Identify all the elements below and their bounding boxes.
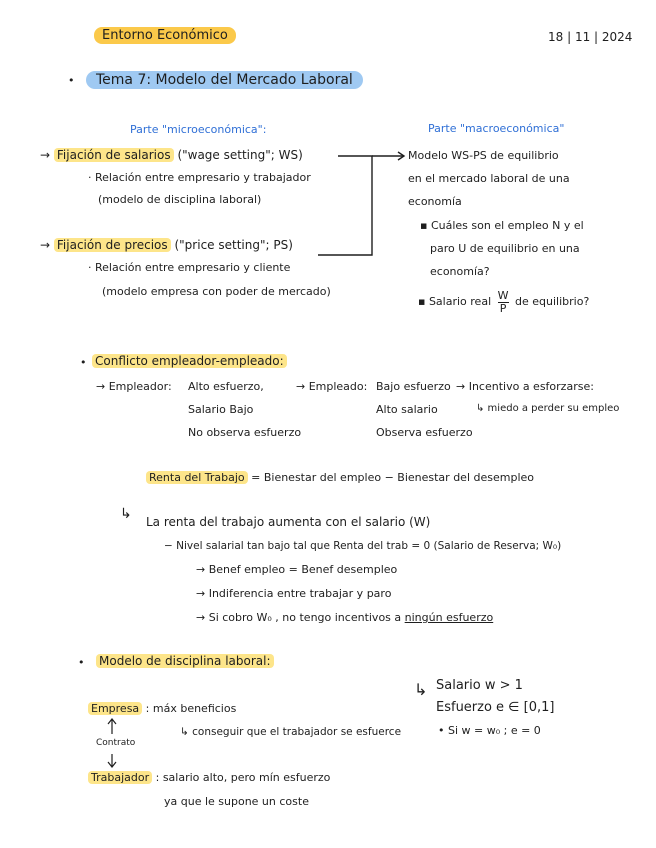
macro-q1-line-2: paro U de equilibrio en una [430, 242, 580, 255]
empresa-label: Empresa [88, 702, 142, 715]
rent-line-2: − Nivel salarial tan bajo tal que Renta del trab = 0 (Salario de Reserva; W₀) [164, 540, 562, 552]
wage-setting-label: Fijación de salarios [54, 148, 174, 162]
trabajador-sub: ya que le supone un coste [164, 795, 309, 808]
macro-line-3: economía [408, 195, 462, 208]
rent-line-1: La renta del trabajo aumenta con el salario (W) [146, 515, 431, 529]
empresa-line: Empresa : máx beneficios [88, 702, 236, 715]
employer-2: Salario Bajo [188, 403, 254, 416]
wage-sub-1: · Relación entre empresario y trabajador [88, 171, 311, 184]
esfuerzo-line: Esfuerzo e ∈ [0,1] [436, 700, 555, 715]
employer-1: Alto esfuerzo, [188, 380, 264, 393]
macro-line-2: en el mercado laboral de una [408, 172, 570, 185]
condition-line: • Si w = w₀ ; e = 0 [438, 724, 541, 737]
empresa-sub: ↳ conseguir que el trabajador se esfuerce [180, 726, 402, 738]
rent-definition: = Bienestar del empleo − Bienestar del desempleo [251, 471, 534, 484]
rent-arrow: ↳ [120, 506, 132, 522]
wage-arrow: → [40, 148, 51, 162]
macro-q2: ▪ Salario real $\frac{W}{P}$ de equilibrio? [418, 289, 590, 315]
incentive: → Incentivo a esforzarse: [456, 380, 594, 393]
macro-q1-line-3: economía? [430, 265, 490, 278]
rent-label: Renta del Trabajo [146, 471, 248, 484]
price-setting-line [40, 238, 293, 252]
employee-1: Bajo esfuerzo [376, 380, 451, 393]
right-arrow: ↳ [414, 680, 428, 699]
incentive-sub: ↳ miedo a perder su empleo [476, 403, 620, 414]
price-sub-2: (modelo empresa con poder de mercado) [102, 285, 331, 298]
conflict-title: Conflicto empleador-empleado: [92, 354, 287, 368]
wage-sub-2: (modelo de disciplina laboral) [98, 193, 262, 206]
macro-heading: Parte "macroeconómica" [428, 122, 565, 135]
price-setting-label: Fijación de precios [54, 238, 171, 252]
employer-label: → Empleador: [96, 380, 172, 393]
real-wage-fraction: $\frac{W}{P}$ [497, 289, 509, 315]
rent-s2: → Indiferencia entre trabajar y paro [196, 587, 392, 600]
discipline-bullet: • [78, 656, 85, 669]
rent-s3: → Si cobro W₀ , no tengo incentivos a ningún esfuerzo [196, 611, 494, 624]
trabajador-line: Trabajador : salario alto, pero mín esfuerzo [88, 771, 330, 784]
price-setting-rest: ("price setting"; PS) [174, 238, 293, 252]
wage-setting-line [40, 148, 303, 162]
micro-heading: Parte "microeconómica": [130, 123, 267, 136]
wage-setting-rest: ("wage setting"; WS) [177, 148, 303, 162]
conflict-bullet: • [80, 356, 87, 369]
rent-s1: → Benef empleo = Benef desempleo [196, 563, 398, 576]
topic-bullet: • [68, 74, 75, 87]
macro-line-1: Modelo WS-PS de equilibrio [408, 149, 559, 162]
macro-q1-line-1: ▪ Cuáles son el empleo N y el [420, 219, 584, 232]
employer-3: No observa esfuerzo [188, 426, 302, 439]
price-arrow: → [40, 238, 51, 252]
subject-title: Entorno Económico [94, 28, 236, 44]
discipline-title: Modelo de disciplina laboral: [96, 654, 274, 668]
employee-3: Observa esfuerzo [376, 426, 473, 439]
trabajador-label: Trabajador [88, 771, 152, 784]
topic-title: Tema 7: Modelo del Mercado Laboral [86, 72, 363, 89]
employee-2: Alto salario [376, 403, 438, 416]
employee-label: → Empleado: [296, 380, 368, 393]
date-label: 18 | 11 | 2024 [548, 30, 633, 44]
rent-formula [146, 471, 534, 484]
price-sub-1: · Relación entre empresario y cliente [88, 261, 291, 274]
contrato-label: Contrato [96, 738, 136, 748]
salario-line: Salario w > 1 [436, 678, 523, 693]
